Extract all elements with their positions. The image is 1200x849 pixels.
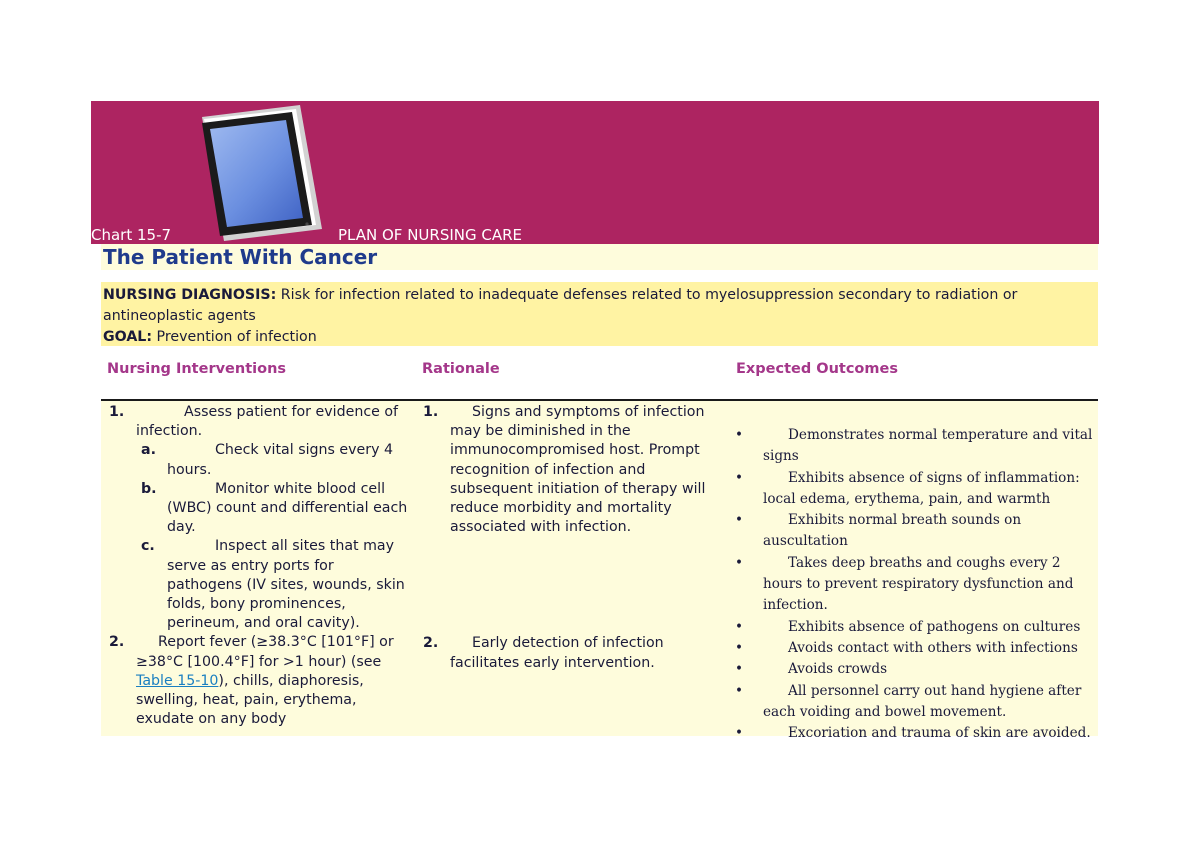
- bullet-icon: •: [735, 427, 744, 443]
- subitem-letter: b.: [141, 480, 157, 497]
- bullet-icon: •: [735, 618, 744, 635]
- rationale-number: 1.: [423, 404, 439, 420]
- outcome-item: [735, 617, 1093, 638]
- chart-number: Chart 15-7: [91, 226, 172, 244]
- intervention-number: 1.: [109, 404, 125, 420]
- outcome-text: Avoids contact with others with infections: [788, 639, 1078, 656]
- subitem-text: Inspect all sites that may serve as entry ports for pathogens (IV sites, wounds, skin folds, bony prominences, perineum, and oral cavity).: [167, 538, 405, 632]
- outcome-text: Exhibits absence of signs of inflammation: local edema, erythema, pain, and warmth: [763, 469, 1080, 507]
- outcome-item: [735, 681, 1093, 724]
- outcome-text: All personnel carry out hand hygiene after each voiding and bowel movement.: [763, 682, 1082, 720]
- outcome-text: Avoids crowds: [788, 661, 888, 678]
- bullet-icon: •: [735, 554, 744, 571]
- rationale-text: Early detection of infection facilitates early intervention.: [450, 635, 664, 671]
- outcome-text: Excoriation and trauma of skin are avoided.: [788, 725, 1091, 742]
- column-heading-rationale: Rationale: [422, 361, 500, 377]
- outcome-item: [735, 638, 1093, 659]
- rationale-number: 2.: [423, 635, 439, 652]
- rationale-item: [423, 634, 723, 672]
- diagnosis-text: [103, 285, 1093, 348]
- rationale-text: Signs and symptoms of infection may be diminished in the immunocompromised host. Prompt recognition of infection and subsequent initiation of therapy will reduce morbidity and mortality associated with infection.: [450, 404, 706, 536]
- outcome-item: [735, 553, 1093, 617]
- column-heading-interventions: Nursing Interventions: [107, 361, 287, 377]
- plan-of-care-label: PLAN OF NURSING CARE: [338, 226, 523, 244]
- subitem-text: Monitor white blood cell (WBC) count and differential each day.: [167, 480, 408, 536]
- subitem-text: Check vital signs every 4 hours.: [167, 442, 394, 478]
- outcome-item: [735, 510, 1093, 553]
- rationale-column: [423, 403, 723, 673]
- tablet-icon: [196, 103, 326, 243]
- intervention-subitem: [109, 441, 409, 479]
- bullet-icon: •: [735, 512, 744, 529]
- outcome-item: [735, 468, 1093, 511]
- intervention-number: 2.: [109, 634, 125, 651]
- intervention-subitem: [109, 537, 409, 633]
- subitem-letter: a.: [141, 442, 156, 459]
- goal-statement: Prevention of infection: [156, 329, 317, 345]
- bullet-icon: •: [735, 661, 744, 678]
- intervention-text-continued: ), chills, diaphoresis, swelling, heat, pain, erythema, exudate on any body: [136, 672, 364, 728]
- outcome-text: Exhibits absence of pathogens on cultures: [788, 618, 1081, 635]
- intervention-item: [109, 633, 409, 729]
- outcome-item: [735, 425, 1093, 468]
- bullet-icon: •: [735, 469, 744, 486]
- outcome-item: [735, 723, 1093, 744]
- diagnosis-label: NURSING DIAGNOSIS:: [103, 287, 277, 303]
- interventions-column: [109, 403, 409, 729]
- intervention-text: Report fever (≥38.3°C [101°F] or ≥38°C [100.4°F] for >1 hour) (see: [136, 634, 394, 670]
- outcome-text: Demonstrates normal temperature and vital signs: [763, 427, 1093, 465]
- outcome-item: [735, 659, 1093, 680]
- diagnosis-statement: Risk for infection related to inadequate defenses related to myelosuppression secondary to radiation or antineoplastic agents: [103, 287, 1018, 324]
- page-title: The Patient With Cancer: [103, 245, 378, 269]
- intervention-item: [109, 403, 409, 441]
- table-15-10-link[interactable]: Table 15-10: [136, 672, 219, 689]
- bullet-icon: •: [735, 682, 744, 699]
- intervention-subitem: [109, 480, 409, 538]
- outcome-text: Takes deep breaths and coughs every 2 hours to prevent respiratory dysfunction and infection.: [763, 554, 1074, 614]
- rationale-item: [423, 403, 723, 537]
- outcome-text: Exhibits normal breath sounds on auscultation: [763, 512, 1022, 550]
- intervention-text: Assess patient for evidence of infection.: [136, 404, 399, 440]
- bullet-icon: •: [735, 725, 744, 742]
- outcomes-column: [735, 425, 1093, 744]
- subitem-letter: c.: [141, 538, 155, 555]
- bullet-icon: •: [735, 639, 744, 656]
- goal-label: GOAL:: [103, 329, 153, 345]
- column-heading-outcomes: Expected Outcomes: [736, 361, 898, 377]
